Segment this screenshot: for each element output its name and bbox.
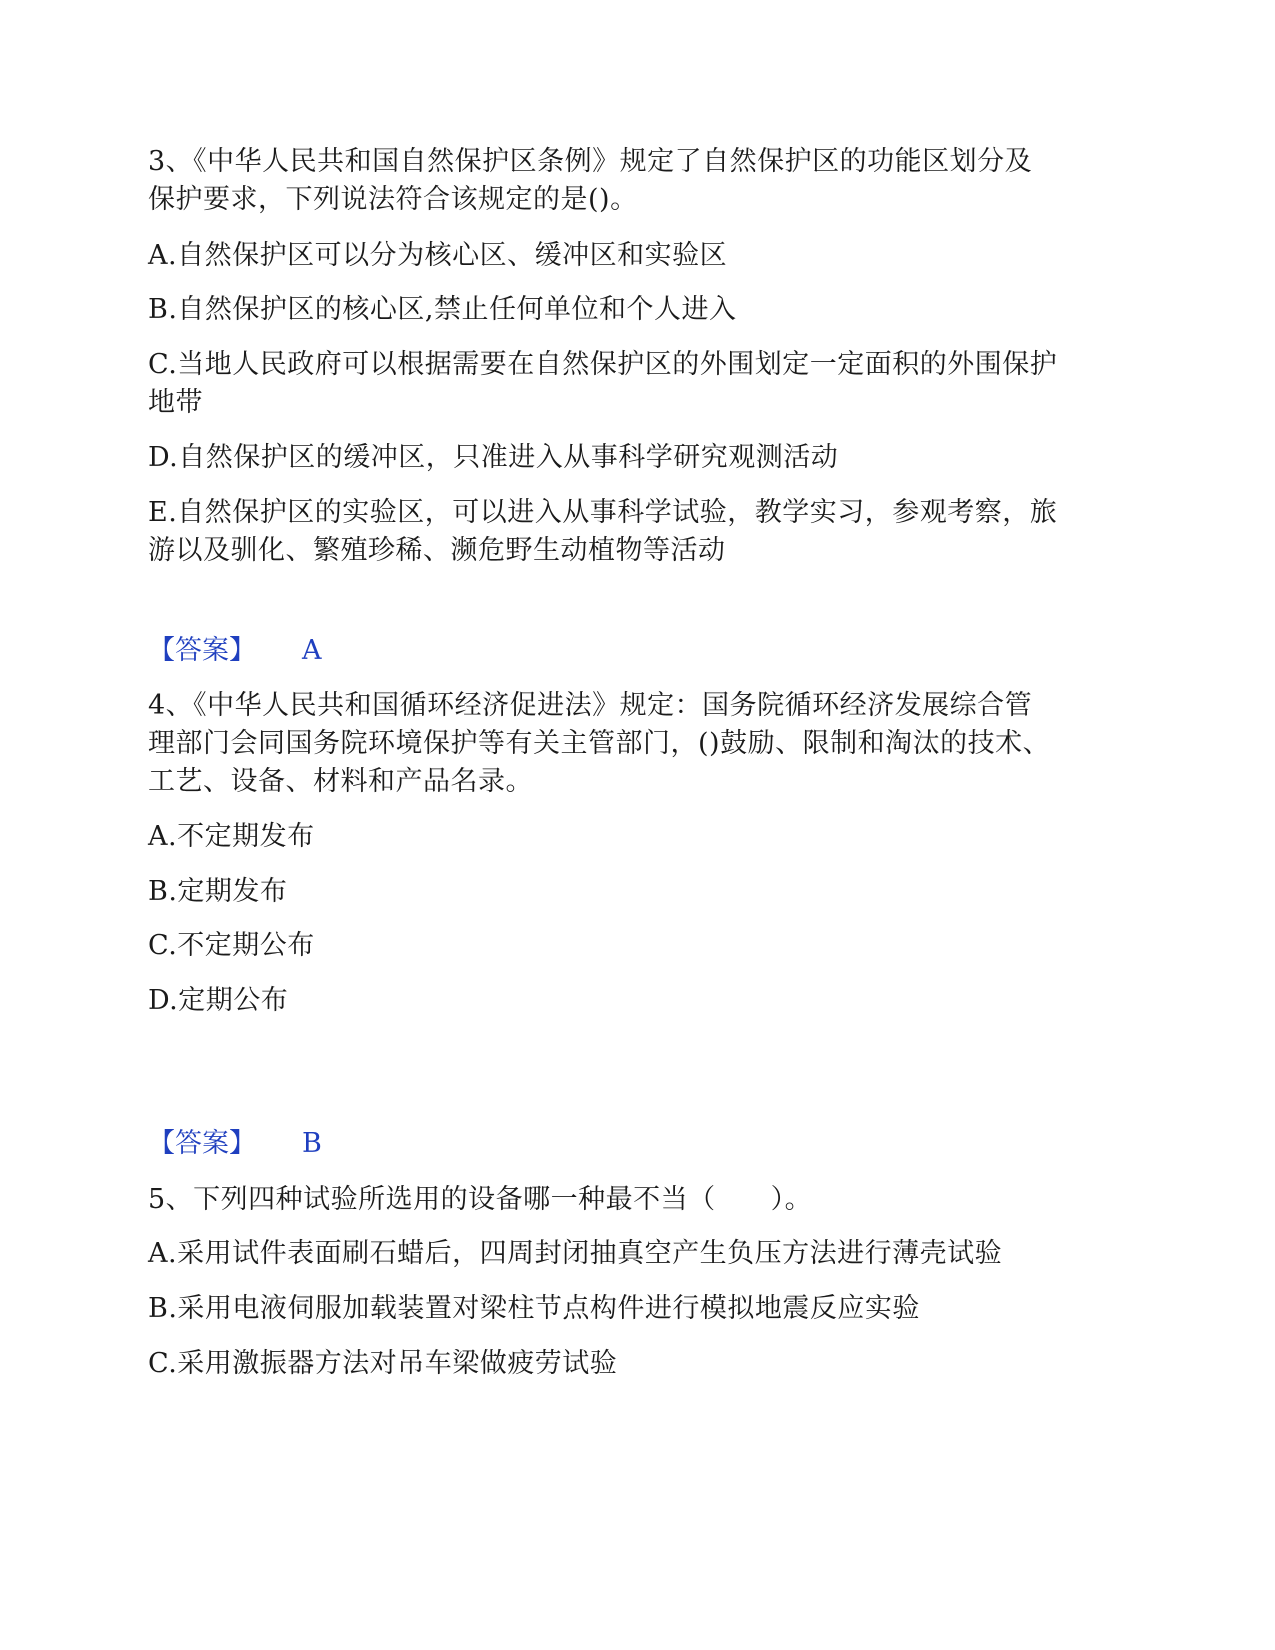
q5-option-a: A.采用试件表面刷石蜡后，四周封闭抽真空产生负压方法进行薄壳试验 [148,1238,1003,1269]
q5-stem: 5、下列四种试验所选用的设备哪一种最不当（ ）。 [148,1184,813,1215]
q3-answer-value: A [302,635,322,666]
q4-option-b: B.定期发布 [148,876,288,907]
q3-option-a: A.自然保护区可以分为核心区、缓冲区和实验区 [148,240,728,271]
q3-option-c-line-2: 地带 [148,387,203,418]
q3-answer-tag: 【答案】 [148,635,256,666]
q4-answer-value: B [302,1128,322,1159]
q3-option-e-line-1: E.自然保护区的实验区，可以进入从事科学试验，教学实习，参观考察，旅 [148,497,1058,528]
q3-answer [148,631,322,671]
q3-option-e-line-2: 游以及驯化、繁殖珍稀、濒危野生动植物等活动 [148,535,726,566]
q4-option-d: D.定期公布 [148,985,289,1016]
q5-option-b: B.采用电液伺服加载装置对梁柱节点构件进行模拟地震反应实验 [148,1293,920,1324]
q4-answer [148,1124,322,1164]
q4-option-a: A.不定期发布 [148,821,315,852]
q3-stem-line-2: 保护要求，下列说法符合该规定的是()。 [148,184,638,215]
q4-stem-line-1: 4、《中华人民共和国循环经济促进法》规定：国务院循环经济发展综合管 [148,690,1033,721]
q5-option-c: C.采用激振器方法对吊车梁做疲劳试验 [148,1348,618,1379]
q3-option-d: D.自然保护区的缓冲区，只准进入从事科学研究观测活动 [148,442,839,473]
q3-option-b: B.自然保护区的核心区,禁止任何单位和个人进入 [148,294,737,325]
q4-option-c: C.不定期公布 [148,930,315,961]
q4-stem-line-3: 工艺、设备、材料和产品名录。 [148,766,533,797]
q4-answer-tag: 【答案】 [148,1128,256,1159]
q3-stem-line-1: 3、《中华人民共和国自然保护区条例》规定了自然保护区的功能区划分及 [148,146,1033,177]
q3-option-c-line-1: C.当地人民政府可以根据需要在自然保护区的外围划定一定面积的外围保护 [148,349,1058,380]
q4-stem-line-2: 理部门会同国务院环境保护等有关主管部门，()鼓励、限制和淘汰的技术、 [148,728,1051,759]
